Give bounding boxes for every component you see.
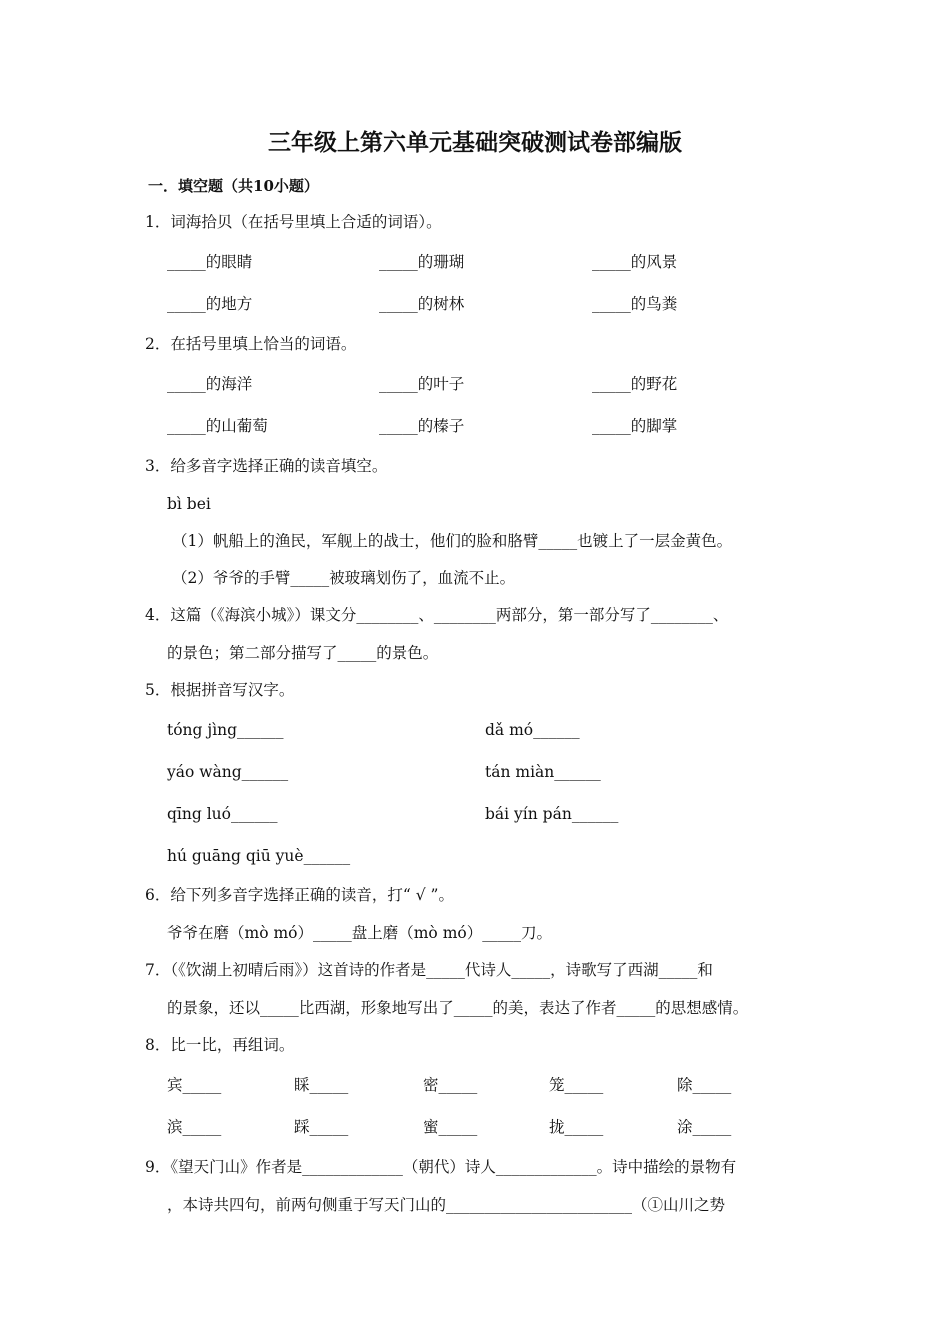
q2-stem: 2．在括号里填上恰当的词语。 — [145, 335, 357, 353]
q2-blank: _____的海洋 — [167, 375, 253, 393]
q8-word: 宾_____ — [167, 1076, 222, 1094]
q2-blank: _____的榛子 — [379, 417, 465, 435]
q4-line: 的景色；第二部分描写了_____的景色。 — [167, 644, 439, 662]
q1-blank: _____的地方 — [167, 295, 253, 313]
q8-word: 笼_____ — [549, 1076, 604, 1094]
q8-word: 除_____ — [677, 1076, 732, 1094]
q8-stem: 8．比一比，再组词。 — [145, 1036, 295, 1054]
q6-line: 爷爷在磨（mò mó）_____盘上磨（mò mó）_____刀。 — [167, 924, 552, 942]
q1-blank: _____的鸟粪 — [592, 295, 678, 313]
q5-pinyin: tóng jìng______ — [167, 721, 284, 739]
q1-blank: _____的珊瑚 — [379, 253, 465, 271]
q5-pinyin: tán miàn______ — [485, 763, 601, 781]
q2-blank: _____的山葡萄 — [167, 417, 268, 435]
q7-line: 7．（《饮湖上初晴后雨》）这首诗的作者是_____代诗人_____，诗歌写了西湖_____和 — [145, 961, 713, 979]
q3-sentence: （1）帆船上的渔民，军舰上的战士，他们的脸和胳臂_____也镀上了一层金黄色。 — [172, 532, 733, 550]
q2-blank: _____的脚掌 — [592, 417, 678, 435]
q9-line: 9．《望天门山》作者是_____________（朝代）诗人_____________。诗中描绘的景物有 — [145, 1158, 737, 1176]
page-title: 三年级上第六单元基础突破测试卷部编版 — [268, 129, 682, 156]
q1-blank: _____的眼睛 — [167, 253, 253, 271]
q8-word: 滨_____ — [167, 1118, 222, 1136]
q2-blank: _____的野花 — [592, 375, 678, 393]
q8-word: 睬_____ — [294, 1076, 349, 1094]
q3-sentence: （2）爷爷的手臂_____被玻璃划伤了，血流不止。 — [172, 569, 516, 587]
q8-word: 拢_____ — [549, 1118, 604, 1136]
q1-blank: _____的树林 — [379, 295, 465, 313]
q7-line: 的景象，还以_____比西湖，形象地写出了_____的美，表达了作者_____的思想感情。 — [167, 999, 749, 1017]
section-heading: 一．填空题（共10小题） — [148, 177, 319, 195]
q1-stem: 1．词海拾贝（在括号里填上合适的词语）。 — [145, 213, 442, 231]
q2-blank: _____的叶子 — [379, 375, 465, 393]
q8-word: 密_____ — [423, 1076, 478, 1094]
q9-line: ，本诗共四句，前两句侧重于写天门山的________________________（①山川之势 — [167, 1196, 726, 1214]
q5-pinyin: dǎ mó______ — [485, 721, 580, 739]
q6-stem: 6．给下列多音字选择正确的读音，打“ √ ”。 — [145, 886, 454, 904]
q8-word: 蜜_____ — [423, 1118, 478, 1136]
q4-line: 4．这篇（《海滨小城》）课文分________、________两部分，第一部分写了________、 — [145, 606, 729, 624]
q5-pinyin: bái yín pán______ — [485, 805, 619, 823]
q5-pinyin: yáo wàng______ — [167, 763, 289, 781]
q8-word: 踩_____ — [294, 1118, 349, 1136]
q3-options: bì bei — [167, 495, 211, 513]
q5-pinyin: hú guāng qiū yuè______ — [167, 847, 351, 865]
q1-blank: _____的风景 — [592, 253, 678, 271]
q5-pinyin: qīng luó______ — [167, 805, 278, 823]
q5-stem: 5．根据拼音写汉字。 — [145, 681, 295, 699]
q3-stem: 3．给多音字选择正确的读音填空。 — [145, 457, 388, 475]
q8-word: 涂_____ — [677, 1118, 732, 1136]
